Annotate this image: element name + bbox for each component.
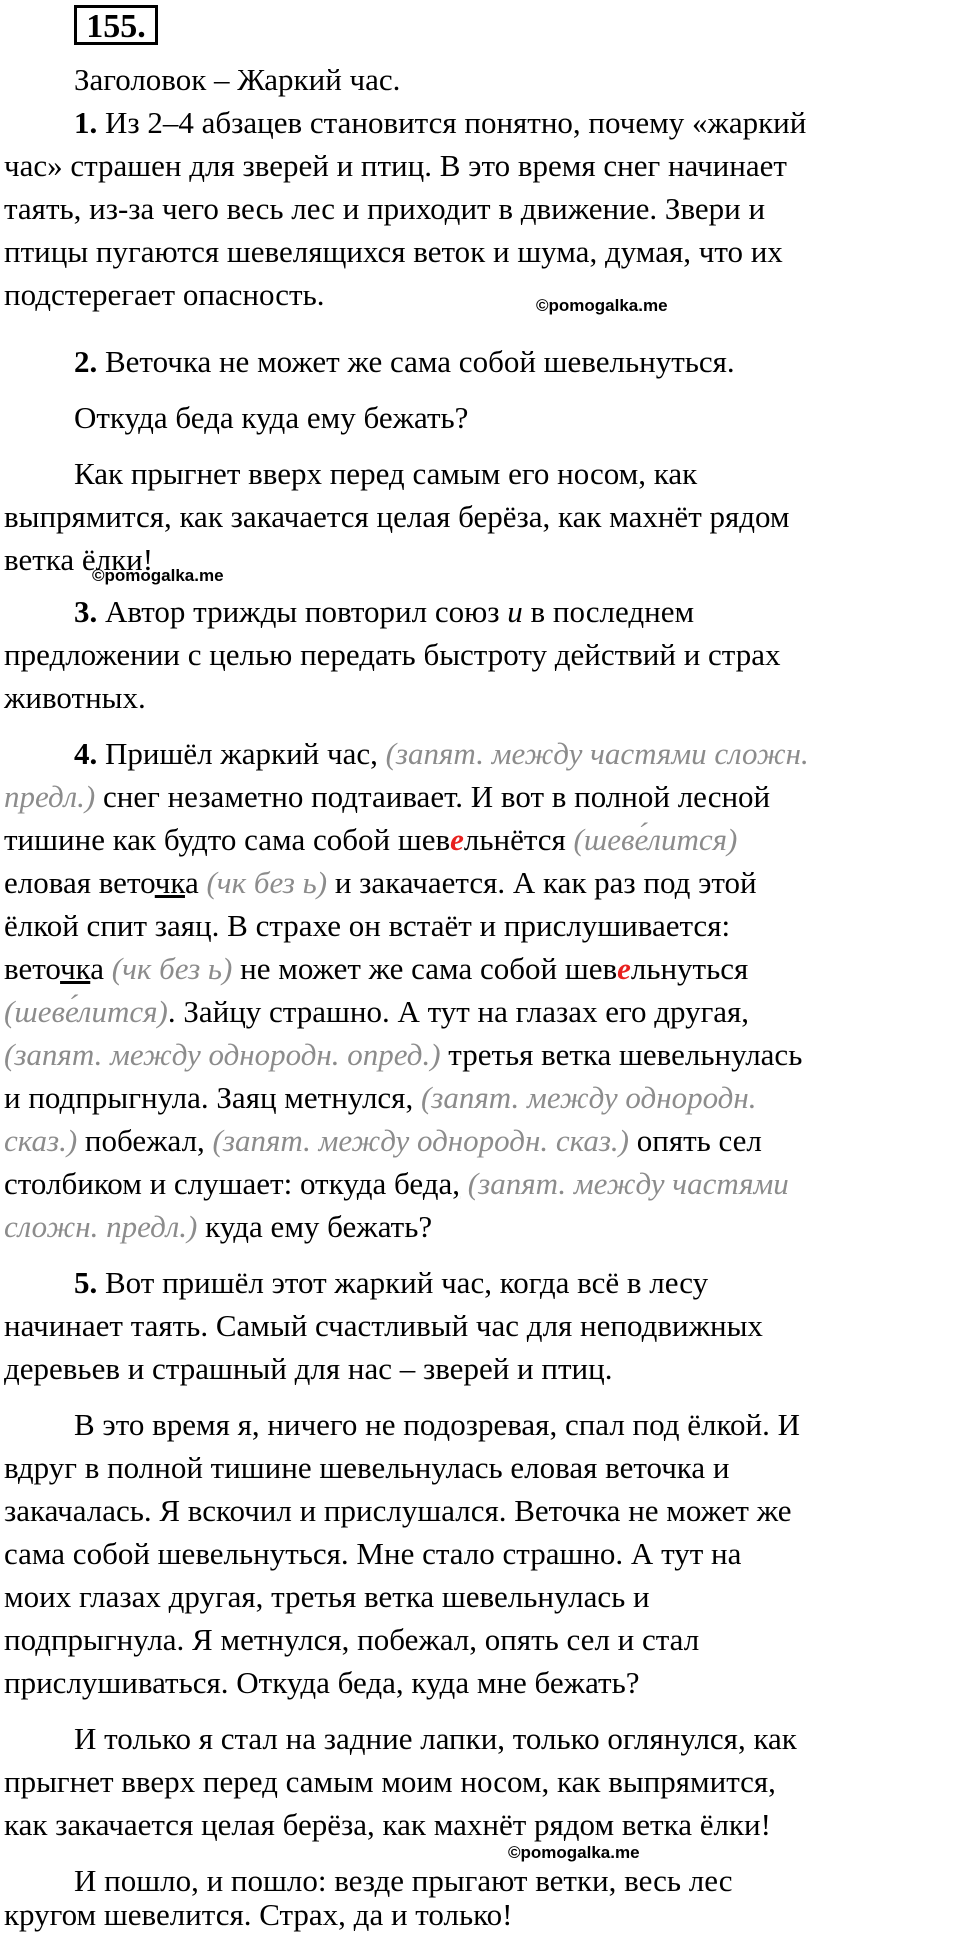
p6-line1: В это время я, ничего не подозревая, спал под ёлкой. И [74, 1407, 800, 1442]
p5-line3: деревьев и страшный для нас – зверей и птиц. [4, 1351, 613, 1386]
p4-text: куда ему бежать? [197, 1209, 433, 1244]
p8-line1: И пошло, и пошло: везде прыгают ветки, весь лес [74, 1863, 733, 1898]
p4-line11 [4, 1162, 960, 1205]
p4-note: сложн. предл.) [4, 1209, 198, 1244]
p4-text: и подпрыгнула. Заяц метнулся [4, 1080, 406, 1115]
p4-line2 [4, 775, 960, 818]
p2c-line2: выпрямится, как закачается целая берёза, как махнёт рядом [4, 499, 790, 534]
p1-line4: птицы пугаются шевелящихся веток и шума, думая, что их [4, 234, 783, 269]
p4-text: третья ветка шевельнулась [440, 1037, 803, 1072]
p2c-line1: Как прыгнет вверх перед самым его носом, как [74, 456, 698, 491]
p3-line1 [74, 590, 960, 633]
underlined-chk: чк [60, 951, 91, 986]
p6-line4: сама собой шевельнуться. Мне стало страшно. А тут на [4, 1536, 742, 1571]
p4-line5: ёлкой спит заяц. В страхе он встаёт и прислушивается: [4, 908, 731, 943]
watermark: ©pomogalka.me [92, 566, 224, 585]
p4-note: (запят. между частями сложн. [385, 736, 809, 771]
p3-line3: животных. [4, 680, 146, 715]
p4-text: вето [4, 951, 61, 986]
p4-line3 [4, 818, 960, 861]
p4-note: (шеве́лится) [4, 994, 168, 1029]
p4-text: столбиком и слушает: откуда беда [4, 1166, 453, 1201]
comma-mark: , [405, 1080, 414, 1115]
p5-num: 5. [74, 1265, 98, 1300]
p1-text: Из 2–4 абзацев становится понятно, почему «жаркий [97, 105, 807, 140]
p4-note: (запят. между частями [467, 1166, 789, 1201]
p6-line3: закачалась. Я вскочил и прислушался. Веточка не может же [4, 1493, 792, 1528]
p4-text: льнуться [630, 951, 749, 986]
p4-text: побежал [77, 1123, 198, 1158]
p1-line1 [74, 101, 960, 144]
heading: Заголовок – Жаркий час. [74, 62, 401, 97]
p4-text: и закачается. А как раз под этой [327, 865, 757, 900]
p4-text: тишине как будто сама собой шев [4, 822, 451, 857]
p8-line2: кругом шевелится. Страх, да и только! [4, 1897, 513, 1932]
p2c-line3: ветка ёлки! [4, 542, 154, 577]
p4-line8 [4, 1033, 960, 1076]
p4-note: (запят. между однородн. опред.) [4, 1037, 441, 1072]
p4-note: предл.) [4, 779, 96, 814]
p3-num: 3. [74, 594, 98, 629]
p3-conj: и [507, 594, 523, 629]
p3-text: Автор трижды повторил союз [97, 594, 508, 629]
p4-line1 [74, 732, 960, 775]
p4-text: . Зайцу страшно. А тут на глазах его другая, [167, 994, 750, 1029]
p5-line1 [74, 1261, 960, 1304]
p6-line2: вдруг в полной тишине шевельнулась еловая веточка и [4, 1450, 730, 1485]
p2-text: Веточка не может же сама собой шевельнуться. [97, 344, 735, 379]
p4-text: опять сел [629, 1123, 762, 1158]
p4-note: (запят. между однородн. [420, 1080, 757, 1115]
p4-line6 [4, 947, 960, 990]
comma-mark: , [370, 736, 378, 771]
p4-note: (чк без ь) [111, 951, 233, 986]
p1-line3: таять, из-за чего весь лес и приходит в движение. Звери и [4, 191, 766, 226]
highlight-e: е [617, 951, 631, 986]
p3-text: в последнем [522, 594, 695, 629]
p4-note: (чк без ь) [206, 865, 328, 900]
p4-text: а [90, 951, 112, 986]
p1-num: 1. [74, 105, 98, 140]
p4-text: льнётся [463, 822, 574, 857]
p4-line4 [4, 861, 960, 904]
p3-line2: предложении с целью передать быстроту действий и страх [4, 637, 781, 672]
task-number: 155. [74, 5, 158, 45]
underlined-chk: чк [154, 865, 185, 900]
p7-line2: прыгнет вверх перед самым моим носом, как выпрямится, [4, 1764, 776, 1799]
p4-line9 [4, 1076, 960, 1119]
p6-line6: подпрыгнула. Я метнулся, побежал, опять сел и стал [4, 1622, 700, 1657]
p2-line [74, 340, 960, 383]
p5-text: Вот пришёл этот жаркий час, когда всё в лесу [97, 1265, 709, 1300]
p4-note: (шеве́лится) [573, 822, 738, 857]
p1-line2: час» страшен для зверей и птиц. В это время снег начинает [4, 148, 787, 183]
p7-line1: И только я стал на задние лапки, только оглянулся, как [74, 1721, 797, 1756]
p4-line12 [4, 1205, 960, 1248]
p5-line2: начинает таять. Самый счастливый час для неподвижных [4, 1308, 763, 1343]
p2b-line: Откуда беда куда ему бежать? [74, 400, 469, 435]
p4-line7 [4, 990, 960, 1033]
watermark: ©pomogalka.me [508, 1843, 640, 1862]
p1-line5: подстерегает опасность. [4, 277, 325, 312]
highlight-e: е [450, 822, 464, 857]
p6-line7: прислушиваться. Откуда беда, куда мне бежать? [4, 1665, 640, 1700]
p4-note: (запят. между однородн. сказ.) [212, 1123, 629, 1158]
p4-text: а [184, 865, 207, 900]
p2-num: 2. [74, 344, 98, 379]
p4-text: Пришёл жаркий час [97, 736, 371, 771]
watermark: ©pomogalka.me [536, 296, 668, 315]
p4-text: не может же сама собой шев [232, 951, 618, 986]
p4-note: сказ.) [4, 1123, 78, 1158]
p6-line5: моих глазах другая, третья ветка шевельнулась и [4, 1579, 650, 1614]
p4-line10 [4, 1119, 960, 1162]
comma-mark: , [197, 1123, 205, 1158]
comma-mark: , [452, 1166, 461, 1201]
p4-text: снег незаметно подтаивает. И вот в полной лесной [95, 779, 771, 814]
p4-text: еловая вето [4, 865, 155, 900]
p7-line3: как закачается целая берёза, как махнёт рядом ветка ёлки! [4, 1807, 771, 1842]
p4-num: 4. [74, 736, 98, 771]
